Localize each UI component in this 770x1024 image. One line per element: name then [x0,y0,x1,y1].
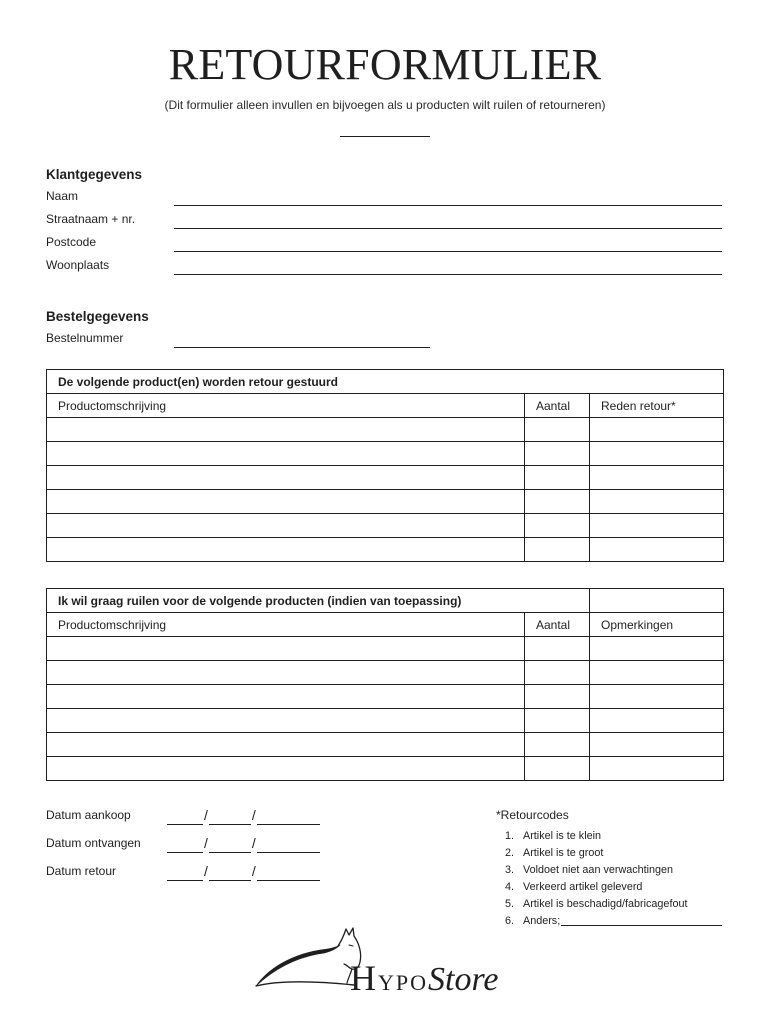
exchange-remarks-cell[interactable] [590,733,724,757]
return-table-body [47,418,724,562]
return-reason-cell[interactable] [590,490,724,514]
street-field-row [46,209,722,232]
street-input[interactable] [174,209,722,229]
brand-logo [350,960,499,997]
return-column-product-description: Productomschrijving [47,394,525,418]
return-reason-cell[interactable] [590,442,724,466]
title-divider [340,136,430,137]
exchange-remarks-cell[interactable] [590,757,724,781]
order-number-label: Bestelnummer [46,331,124,345]
exchange-column-product-description: Productomschrijving [47,613,525,637]
page-title: RETOURFORMULIER [168,40,602,89]
return-quantity-cell[interactable] [525,466,590,490]
exchange-table-row [47,637,724,661]
exchange-quantity-cell[interactable] [525,637,590,661]
return-date-row [46,861,346,881]
return-table-row [47,442,724,466]
return-table-column-header-row [47,394,724,418]
return-product-description-cell[interactable] [47,466,525,490]
return-date-year-input[interactable] [257,862,320,881]
exchange-product-description-cell[interactable] [47,661,525,685]
return-table-heading-row [47,370,724,394]
return-code-number: 3. [504,864,514,876]
name-label: Naam [46,189,79,203]
received-date-month-input[interactable] [209,834,251,853]
city-field-row [46,255,722,278]
return-code-number: 4. [504,881,514,893]
date-separator: / [251,835,256,851]
exchange-product-description-cell[interactable] [47,685,525,709]
purchase-date-row [46,805,346,825]
exchange-table-row [47,685,724,709]
exchange-table-row [47,709,724,733]
exchange-product-description-cell[interactable] [47,637,525,661]
purchase-date-month-input[interactable] [209,806,251,825]
return-product-description-cell[interactable] [47,418,525,442]
exchange-quantity-cell[interactable] [525,757,590,781]
exchange-product-description-cell[interactable] [47,757,525,781]
return-product-description-cell[interactable] [47,514,525,538]
date-separator: / [251,807,256,823]
exchange-table-column-header-row [47,613,724,637]
return-products-table [46,369,724,562]
received-date-input [167,833,320,853]
return-date-input [167,861,320,881]
postcode-input[interactable] [174,232,722,252]
return-code-item [496,828,722,845]
date-separator: / [251,863,256,879]
return-table-row [47,466,724,490]
customer-fields [46,186,722,278]
return-code-item-other [496,913,722,930]
exchange-product-description-cell[interactable] [47,733,525,757]
return-column-reason: Reden retour* [590,394,724,418]
exchange-remarks-cell[interactable] [590,661,724,685]
exchange-column-quantity: Aantal [525,613,590,637]
order-fields [46,328,722,351]
order-number-field-row [46,328,722,351]
date-separator: / [204,807,208,823]
return-quantity-cell[interactable] [525,538,590,562]
return-reason-cell[interactable] [590,514,724,538]
city-input[interactable] [174,255,722,275]
return-column-quantity: Aantal [525,394,590,418]
return-quantity-cell[interactable] [525,490,590,514]
return-product-description-cell[interactable] [47,442,525,466]
received-date-day-input[interactable] [167,834,203,853]
received-date-label: Datum ontvangen [46,836,141,850]
purchase-date-label: Datum aankoop [46,808,131,822]
return-code-label: Verkeerd artikel geleverd [523,881,643,893]
return-date-label: Datum retour [46,864,117,878]
received-date-row [46,833,346,853]
return-reason-cell[interactable] [590,466,724,490]
return-code-item [496,862,722,879]
return-code-label: Artikel is beschadigd/fabricagefout [523,898,688,910]
return-code-label: Anders; [523,915,561,927]
return-code-number: 2. [504,847,514,859]
return-table-row [47,538,724,562]
exchange-table-body [47,637,724,781]
exchange-products-table [46,588,724,781]
purchase-date-input [167,805,320,825]
date-separator: / [204,835,208,851]
exchange-quantity-cell[interactable] [525,709,590,733]
return-quantity-cell[interactable] [525,514,590,538]
order-number-input[interactable] [174,328,430,348]
brand-logo-caps: HYPO [350,958,429,998]
brand-logo-script: Store [428,961,499,998]
postcode-field-row [46,232,722,255]
name-field-row [46,186,722,209]
return-table-heading: De volgende product(en) worden retour gestuurd [47,370,724,394]
return-codes-list [496,828,722,930]
return-code-item [496,896,722,913]
street-label: Straatnaam + nr. [46,212,136,226]
return-product-description-cell[interactable] [47,490,525,514]
return-code-label: Artikel is te klein [523,830,602,842]
order-section-heading: Bestelgegevens [46,309,149,324]
postcode-label: Postcode [46,235,97,249]
return-date-day-input[interactable] [167,862,203,881]
exchange-table-heading-row [47,589,724,613]
exchange-table-row [47,757,724,781]
city-label: Woonplaats [46,258,110,272]
customer-section-heading: Klantgegevens [46,167,143,182]
exchange-table-row [47,661,724,685]
page-subtitle: (Dit formulier alleen invullen en bijvoegen als u producten wilt ruilen of retourneren) [164,98,606,112]
return-date-month-input[interactable] [209,862,251,881]
return-code-item [496,879,722,896]
return-table-row [47,514,724,538]
return-table-row [47,490,724,514]
purchase-date-day-input[interactable] [167,806,203,825]
return-code-label: Artikel is te groot [523,847,604,859]
return-product-description-cell[interactable] [47,538,525,562]
return-code-label: Voldoet niet aan verwachtingen [523,864,674,876]
name-input[interactable] [174,186,722,206]
purchase-date-year-input[interactable] [257,806,320,825]
return-table-row [47,418,724,442]
return-code-number: 5. [504,898,514,910]
return-code-number: 1. [504,830,514,842]
exchange-remarks-cell[interactable] [590,709,724,733]
return-code-item [496,845,722,862]
exchange-quantity-cell[interactable] [525,733,590,757]
other-reason-input[interactable] [561,913,722,926]
return-code-number: 6. [504,915,514,927]
return-quantity-cell[interactable] [525,442,590,466]
return-reason-cell[interactable] [590,418,724,442]
return-reason-cell[interactable] [590,538,724,562]
exchange-quantity-cell[interactable] [525,661,590,685]
exchange-column-remarks: Opmerkingen [590,613,724,637]
exchange-remarks-cell[interactable] [590,637,724,661]
received-date-year-input[interactable] [257,834,320,853]
exchange-remarks-cell[interactable] [590,685,724,709]
exchange-table-heading: Ik wil graag ruilen voor de volgende producten (indien van toepassing) [47,589,590,613]
exchange-table-heading-empty-cell [590,589,724,613]
exchange-product-description-cell[interactable] [47,709,525,733]
exchange-table-row [47,733,724,757]
return-quantity-cell[interactable] [525,418,590,442]
exchange-quantity-cell[interactable] [525,685,590,709]
return-codes-heading: *Retourcodes [496,808,569,822]
date-separator: / [204,863,208,879]
